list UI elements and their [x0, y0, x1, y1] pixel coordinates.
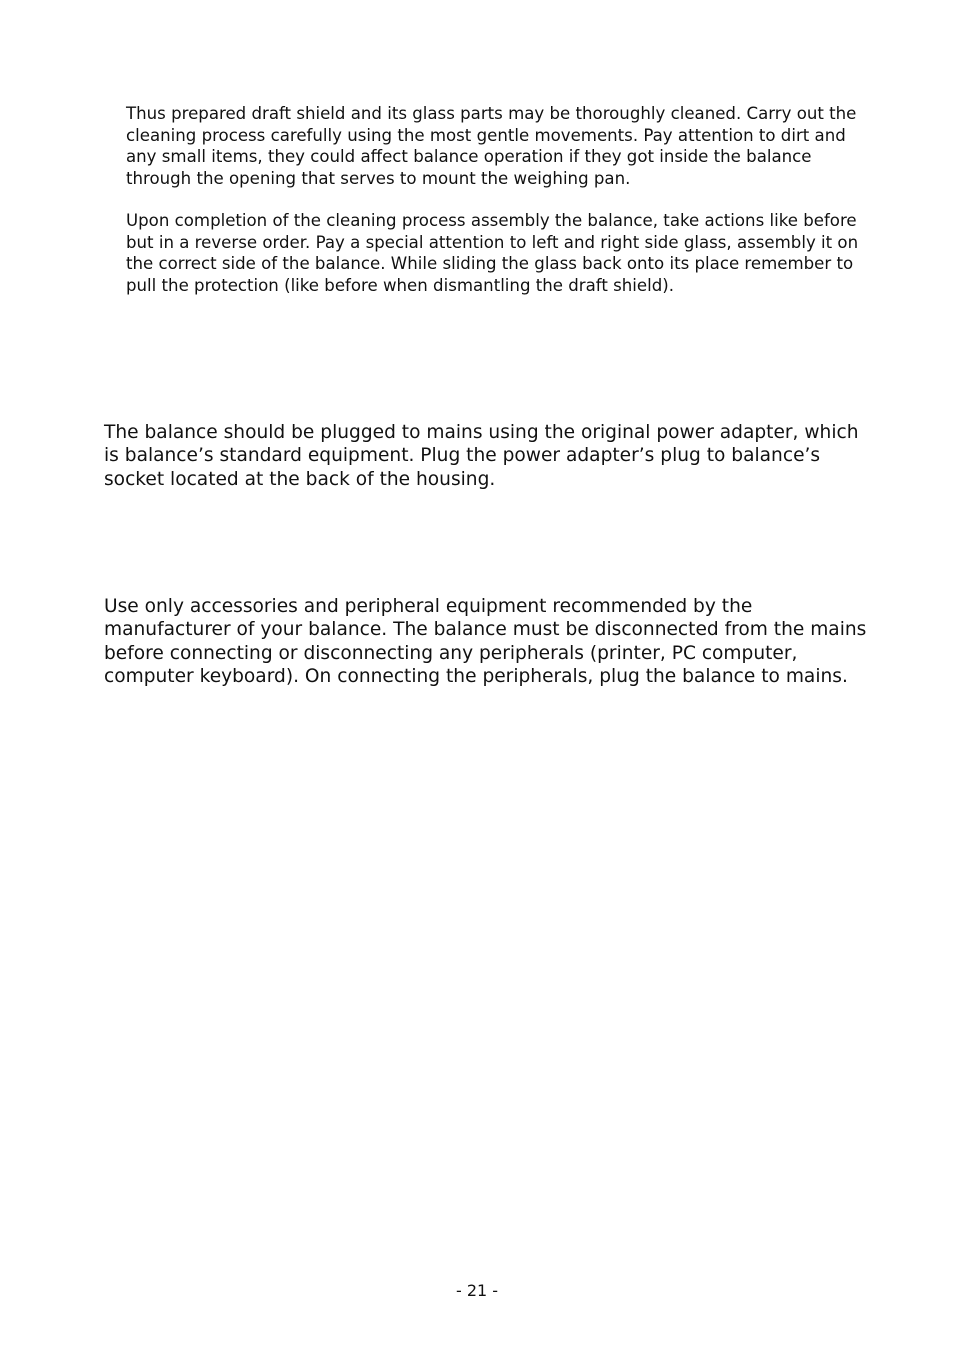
peripherals-paragraph: Use only accessories and peripheral equipment recommended by the manufacturer of your balance. The balance must be disconnected from the mains before connecting or disconnecting any peripherals (printer, PC computer, computer keyboard). On connecting the peripherals, plug the balance to mains.: [104, 596, 867, 688]
cleaning-paragraph: Thus prepared draft shield and its glass parts may be thoroughly cleaned. Carry out the cleaning process carefully using the most gentle movements. Pay attention to dirt and any small items, they could affect balance operation if they got inside the balance through the opening that serves to mount the weighing pan.: [126, 104, 857, 188]
page-number: - 21 -: [455, 1281, 499, 1300]
assembly-paragraph: Upon completion of the cleaning process assembly the balance, take actions like before but in a reverse order. Pay a special attention to left and right side glass, assembly it on the correct side of the balance. While sliding the glass back onto its place remember to pull the protection (like before when dismantling the draft shield).: [126, 211, 859, 295]
power-supply-paragraph: The balance should be plugged to mains using the original power adapter, which is balance’s standard equipment. Plug the power adapter’s plug to balance’s socket located at the back of the housing.: [104, 422, 859, 490]
